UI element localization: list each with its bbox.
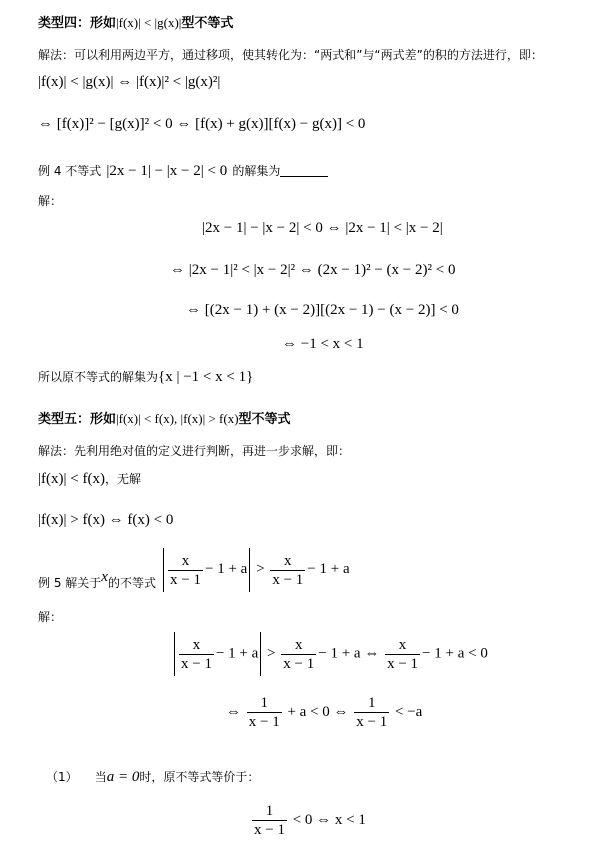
example4-suffix: 的解集为: [232, 164, 281, 178]
step2-end: < −a: [395, 703, 423, 720]
fraction-denominator: x − 1: [248, 714, 280, 730]
step2-middle: + a < 0 ⇔: [287, 703, 349, 720]
case-condition: a = 0: [106, 769, 140, 785]
example4-step-2: ⇔ |2x − 1|² < |x − 2|² ⇔ (2x − 1)² − (x − 2)² < 0: [170, 262, 456, 278]
fraction: [354, 694, 389, 731]
type5-case1-expression: |f(x)| < f(x): [38, 471, 105, 487]
type4-formula-1: |f(x)| < |g(x)| ⇔ |f(x)|² < |g(x)²|: [38, 74, 221, 90]
example5-suffix: 的不等式: [107, 576, 156, 591]
case1-result: < 0 ⇔ x < 1: [292, 811, 366, 828]
example4-statement: [38, 160, 328, 180]
example5-expression: [161, 552, 350, 588]
example5-case-1-result: [250, 802, 366, 839]
case-text: 时，原不等式等价于：: [139, 770, 260, 784]
example4-step-3: ⇔ [(2x − 1) + (x − 2)][(2x − 1) − (x − 2)] < 0: [186, 302, 459, 318]
type5-title-prefix: 类型五：形如: [38, 412, 117, 427]
example4-conclusion: [38, 366, 253, 386]
type4-title-suffix: 型不等式: [181, 16, 234, 31]
iff-sign: ⇔: [226, 703, 241, 720]
fraction: [281, 636, 316, 673]
fraction-denominator: x − 1: [170, 571, 202, 588]
example5-case-1: [46, 766, 259, 786]
type5-title-expression: |f(x)| < f(x), |f(x)| > f(x): [116, 411, 239, 426]
abs-bar-left: [163, 548, 164, 592]
type5-case-2: |f(x)| > f(x) ⇔ f(x) < 0: [38, 512, 174, 528]
abs-bar-right: [260, 632, 261, 676]
expression-tail: − 1 + a: [318, 645, 361, 662]
fraction-numerator: x: [385, 636, 420, 655]
abs-bar-right: [249, 548, 250, 592]
conclusion-prefix: 所以原不等式的解集为: [38, 370, 159, 384]
case-when: 当: [94, 770, 107, 784]
fraction-denominator: x − 1: [181, 655, 212, 672]
example5-step-1: [172, 632, 488, 676]
example5-prefix: 例 5 解关于: [38, 576, 102, 591]
fraction-numerator: x: [168, 552, 203, 571]
answer-blank: [280, 164, 328, 177]
example5-variable: x: [101, 569, 108, 586]
expression-tail: − 1 + a: [422, 645, 465, 662]
fraction-numerator: 1: [354, 694, 389, 713]
type5-title-suffix: 型不等式: [238, 412, 291, 427]
fraction: [385, 636, 420, 673]
fraction-numerator: x: [179, 636, 214, 655]
example4-jie: 解：: [38, 194, 63, 208]
fraction-numerator: x: [281, 636, 316, 655]
fraction-denominator: x − 1: [283, 655, 315, 672]
fraction: [247, 694, 282, 731]
abs-bar-left: [174, 632, 175, 676]
fraction-numerator: x: [270, 552, 305, 571]
type5-heading: [38, 408, 291, 427]
example5-jie: 解：: [38, 610, 63, 624]
solution-set: {x | −1 < x < 1}: [158, 369, 254, 385]
example4-prefix: 例 4 不等式: [38, 164, 102, 178]
type4-title-prefix: 类型四：形如: [38, 16, 117, 31]
type4-title-expression: |f(x)| < |g(x)|: [116, 15, 182, 30]
fraction: [168, 552, 203, 589]
fraction: [270, 552, 305, 589]
type4-method: 解法：可以利用两边平方，通过移项，使其转化为：“两式和”与“两式差”的积的方法进行，即：: [38, 48, 543, 62]
iff-sign: ⇔: [364, 645, 380, 662]
case-label: （1）: [46, 770, 78, 784]
example4-step-1: |2x − 1| − |x − 2| < 0 ⇔ |2x − 1| < |x − 2|: [202, 220, 443, 236]
expression-tail: − 1 + a: [205, 561, 248, 578]
type5-case-1: [38, 468, 141, 488]
fraction-denominator: x − 1: [356, 714, 388, 730]
example4-step-4: ⇔ −1 < x < 1: [282, 336, 364, 352]
fraction-denominator: x − 1: [387, 655, 419, 672]
example5-prefix-group: [38, 569, 156, 591]
fraction-numerator: 1: [252, 802, 287, 821]
fraction-numerator: 1: [247, 694, 282, 713]
fraction: [179, 636, 214, 673]
expression-tail: − 1 + a: [215, 645, 259, 662]
greater-than-sign: >: [256, 561, 265, 578]
example4-expression: |2x − 1| − |x − 2| < 0: [106, 163, 228, 179]
fraction-denominator: x − 1: [272, 571, 304, 588]
type4-formula-2: ⇔ [f(x)]² − [g(x)]² < 0 ⇔ [f(x) + g(x)][f(x) − g(x)] < 0: [38, 116, 366, 132]
type5-case1-text: ，无解: [104, 472, 141, 486]
type5-method: 解法：先利用绝对值的定义进行判断，再进一步求解，即：: [38, 444, 351, 458]
greater-than-sign: >: [267, 645, 276, 662]
less-than-zero: < 0: [468, 645, 488, 662]
fraction-denominator: x − 1: [254, 822, 285, 838]
example5-step-2: [226, 694, 422, 731]
example5-statement: [38, 548, 350, 592]
type4-heading: [38, 12, 233, 31]
expression-tail: − 1 + a: [307, 561, 350, 578]
fraction: [252, 802, 287, 839]
